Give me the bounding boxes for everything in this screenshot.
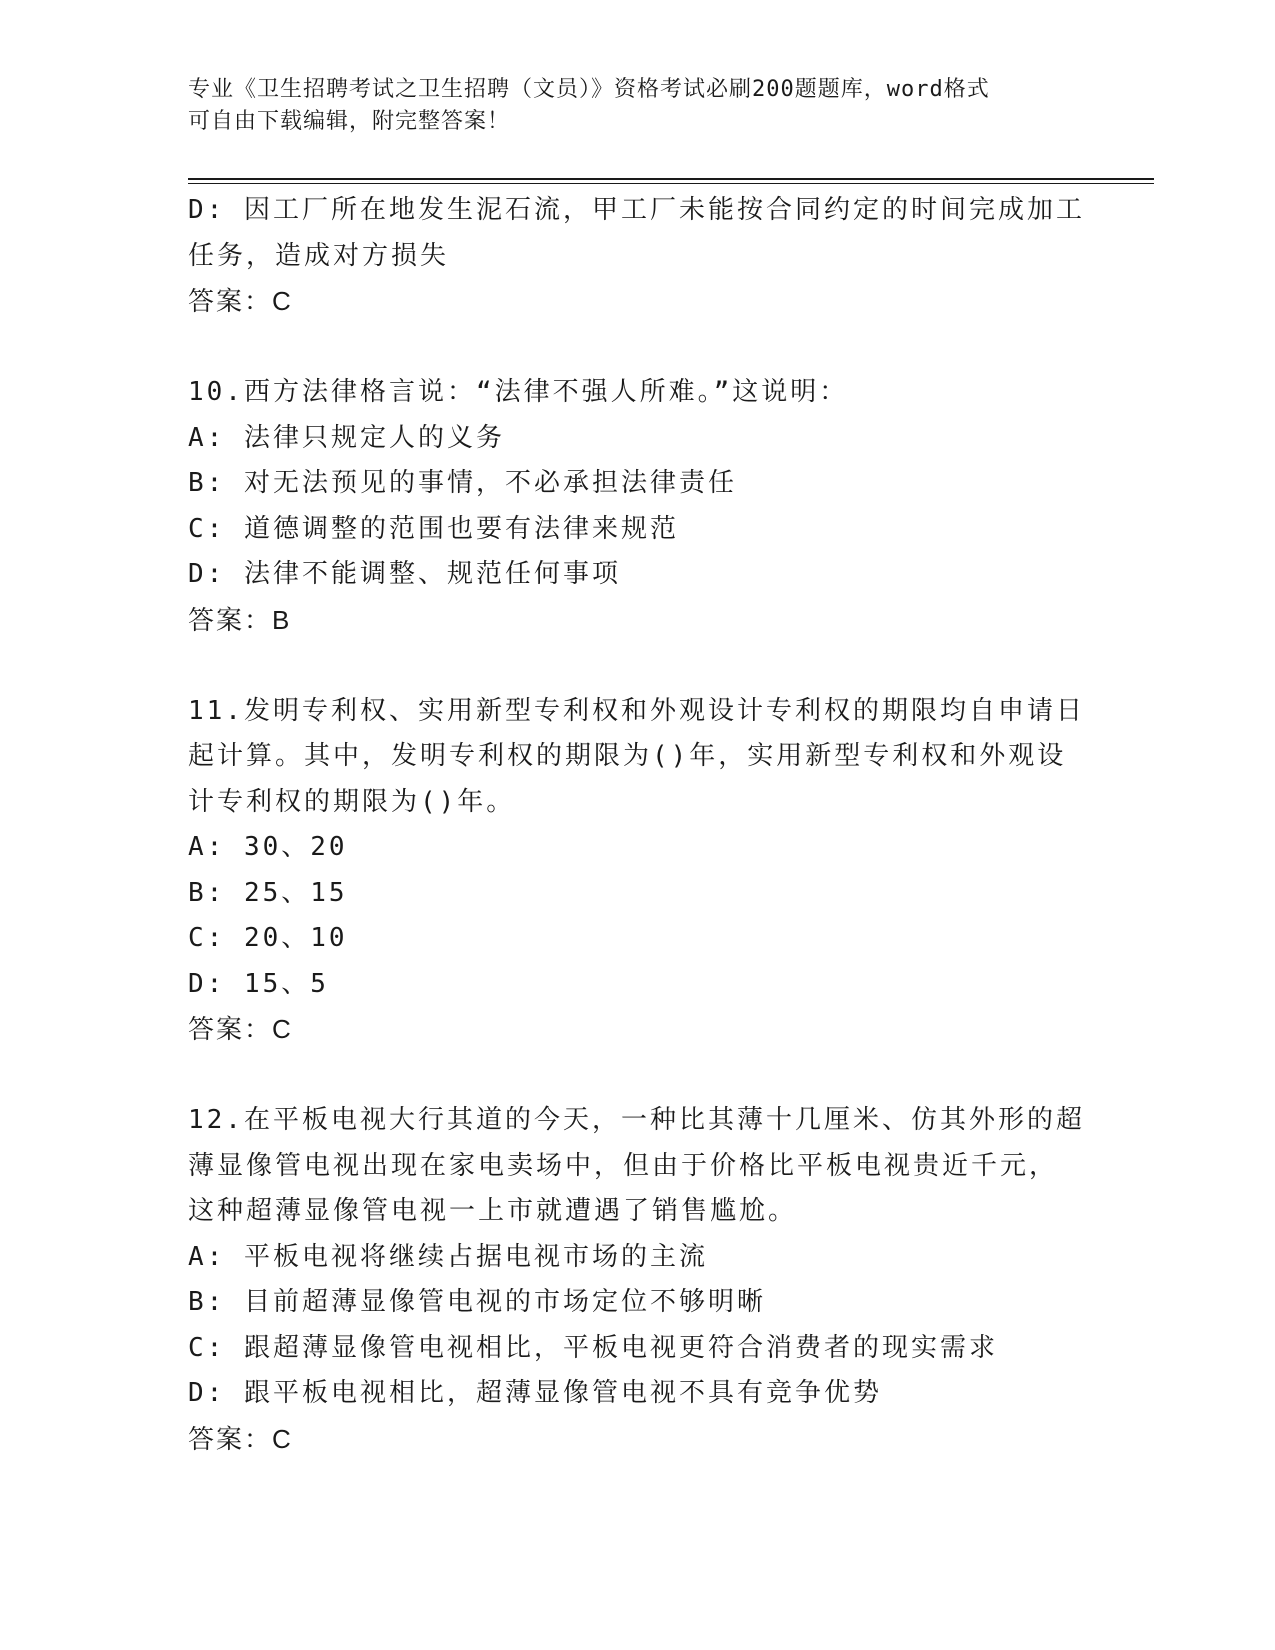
question-10 (188, 370, 1108, 643)
option-a: A: 平板电视将继续占据电视市场的主流 (188, 1241, 708, 1272)
header-divider-thin (188, 183, 1154, 184)
question-stem-continued: 起计算。其中，发明专利权的期限为()年，实用新型专利权和外观设 (188, 741, 1067, 771)
question-11 (188, 689, 1108, 1053)
document-header (188, 74, 1088, 138)
answer: 答案：B (188, 604, 292, 635)
answer: 答案：C (188, 286, 293, 316)
option-a: A: 30、20 (188, 832, 348, 862)
option-b: B: 对无法预见的事情，不必承担法律责任 (188, 468, 737, 498)
question-list (188, 188, 1108, 1462)
spacer (188, 643, 1108, 689)
option-c: C: 跟超薄显像管电视相比，平板电视更符合消费者的现实需求 (188, 1332, 998, 1363)
header-title-line-2: 可自由下载编辑，附完整答案！ (188, 109, 511, 134)
answer: 答案：C (188, 1423, 293, 1454)
option-d: D: 因工厂所在地发生泥石流，甲工厂未能按合同约定的时间完成加工 (188, 195, 1085, 225)
header-divider-thick (188, 178, 1154, 180)
answer: 答案：C (188, 1014, 293, 1044)
spacer (188, 1053, 1108, 1099)
question-stem-continued: 计专利权的期限为()年。 (188, 786, 516, 817)
option-d: D: 15、5 (188, 968, 329, 999)
question-stem-continued: 这种超薄显像管电视一上市就遭遇了销售尴尬。 (188, 1196, 798, 1226)
option-b: B: 25、15 (188, 877, 348, 908)
question-stem: 12.在平板电视大行其道的今天，一种比其薄十几厘米、仿其外形的超 (188, 1105, 1085, 1135)
question-9-continued (188, 188, 1108, 325)
option-d: D: 跟平板电视相比，超薄显像管电视不具有竞争优势 (188, 1378, 882, 1408)
option-c: C: 20、10 (188, 923, 348, 953)
option-d-continued: 任务，造成对方损失 (188, 240, 450, 271)
question-stem: 10.西方法律格言说：“法律不强人所难。”这说明： (188, 377, 849, 407)
spacer (188, 325, 1108, 371)
option-b: B: 目前超薄显像管电视的市场定位不够明晰 (188, 1287, 766, 1317)
question-stem-continued: 薄显像管电视出现在家电卖场中，但由于价格比平板电视贵近千元， (188, 1150, 1059, 1181)
option-c: C: 道德调整的范围也要有法律来规范 (188, 513, 679, 544)
header-title-line-1: 专业《卫生招聘考试之卫生招聘（文员）》资格考试必刷200题题库，word格式 (188, 77, 990, 102)
option-a: A: 法律只规定人的义务 (188, 422, 505, 453)
option-d: D: 法律不能调整、规范任何事项 (188, 559, 621, 589)
question-stem: 11.发明专利权、实用新型专利权和外观设计专利权的期限均自申请日 (188, 695, 1085, 726)
question-12 (188, 1098, 1108, 1462)
